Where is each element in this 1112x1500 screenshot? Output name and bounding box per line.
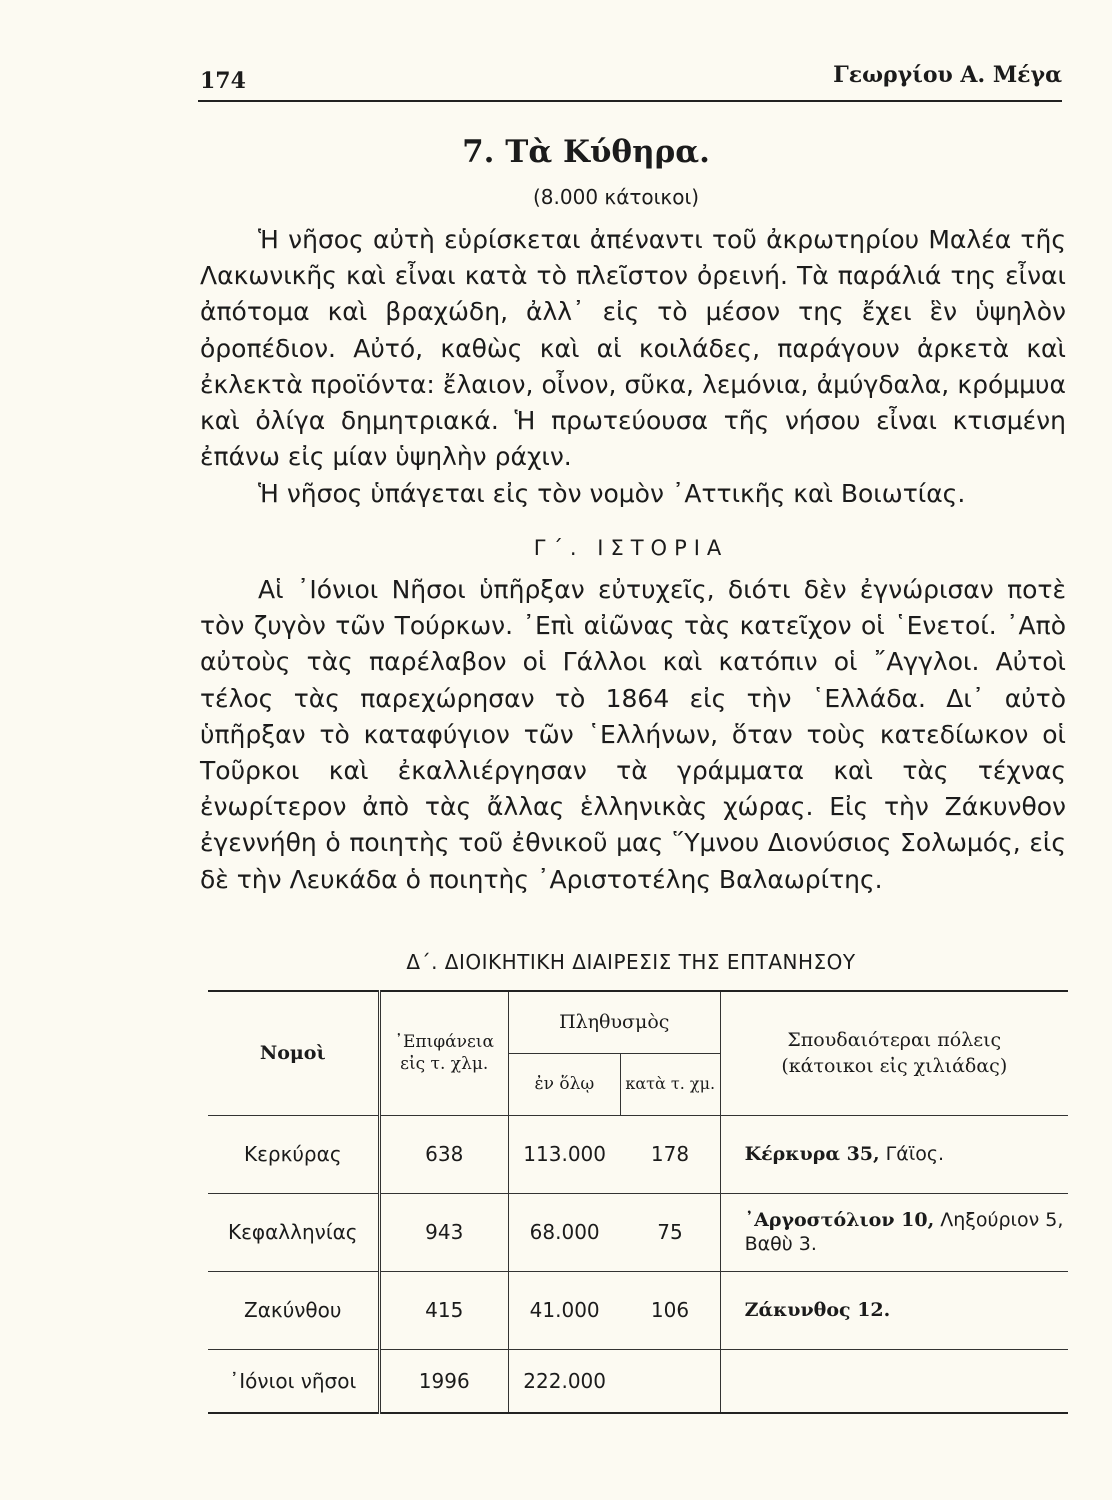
area-cell: 943 [379, 1193, 508, 1271]
table-row-total [208, 1349, 1068, 1413]
main-city: Ζάκυνθος 12. [744, 1299, 891, 1321]
density-cell: 106 [620, 1271, 720, 1349]
pop-total-cell: 222.000 [508, 1349, 620, 1413]
nomos-cell: ᾽Ιόνιοι νῆσοι [208, 1349, 379, 1413]
nomos-cell: Κερκύρας [208, 1115, 379, 1193]
header-population: Πληθυσμὸς [508, 991, 720, 1053]
main-city: Κέρκυρα 35, [744, 1143, 880, 1165]
density-cell: 178 [620, 1115, 720, 1193]
density-cell [620, 1349, 720, 1413]
header-pop-density: κατὰ τ. χμ. [620, 1053, 720, 1115]
other-cities: Ληξούριον 5, Βαθὺ 3. [744, 1209, 1064, 1255]
table-row [208, 1115, 1068, 1193]
cities-cell [720, 1349, 1068, 1413]
section-title: 7. Τὰ Κύθηρα. [462, 134, 710, 170]
header-area: ᾽Επιφάνεια εἰς τ. χλμ. [379, 991, 508, 1115]
running-head: Γεωργίου Α. Μέγα [833, 62, 1062, 88]
kythira-admin-paragraph: Ἡ νῆσος ὑπάγεται εἰς τὸν νομὸν ᾽Αττικῆς καὶ Βοιωτίας. [258, 479, 966, 508]
cities-cell [720, 1193, 1068, 1271]
pop-total-cell: 113.000 [508, 1115, 620, 1193]
header-pop-total: ἐν ὅλῳ [508, 1053, 620, 1115]
header-cities: Σπουδαιότεραι πόλεις (κάτοικοι εἰς χιλιάδας) [720, 991, 1068, 1115]
header-rule [198, 100, 1062, 102]
area-cell: 1996 [379, 1349, 508, 1413]
population-note: (8.000 κάτοικοι) [532, 185, 700, 209]
cities-cell [720, 1271, 1068, 1349]
main-city: ᾽Αργοστόλιον 10, [744, 1209, 935, 1231]
nomos-cell: Ζακύνθου [208, 1271, 379, 1349]
area-cell: 638 [379, 1115, 508, 1193]
cities-cell [720, 1115, 1068, 1193]
density-cell: 75 [620, 1193, 720, 1271]
table-row [208, 1193, 1068, 1271]
history-heading: Γ΄. ΙΣΤΟΡΙΑ [533, 536, 729, 560]
other-cities: Γάϊος. [879, 1143, 945, 1165]
nomos-cell: Κεφαλληνίας [208, 1193, 379, 1271]
kythira-paragraph: Ἡ νῆσος αὐτὴ εὑρίσκεται ἀπέναντι τοῦ ἀκρωτηρίου Μαλέα τῆς Λακωνικῆς καὶ εἶναι κατὰ τὸ πλεῖστον ὀρεινή. Τὰ παράλιά της εἶναι ἀπότομα καὶ βραχώδη, ἀλλ᾽ εἰς τὸ μέσον της ἔχει ἓν ὑψηλὸν ὀροπέδιον. Αὐτό, καθὼς καὶ αἱ κοιλάδες, παράγουν ἀρκετὰ καὶ ἐκλεκτὰ προϊόντα: ἔλαιον, οἶνον, σῦκα, λεμόνια, ἀμύγδαλα, κρόμμυα καὶ ὀλίγα δημητριακά. Ἡ πρωτεύουσα τῆς νήσου εἶναι κτισμένη ἐπάνω εἰς μίαν ὑψηλὴν ράχιν. [200, 225, 1066, 472]
pop-total-cell: 41.000 [508, 1271, 620, 1349]
admin-division-table [208, 990, 1068, 1414]
table-row [208, 1271, 1068, 1349]
history-paragraph: Αἱ ᾽Ιόνιοι Νῆσοι ὑπῆρξαν εὐτυχεῖς, διότι δὲν ἐγνώρισαν ποτὲ τὸν ζυγὸν τῶν Τούρκων. ᾽Επὶ αἰῶνας τὰς κατεῖχον οἱ ῾Ενετοί. ᾽Απὸ αὐτοὺς τὰς παρέλαβον οἱ Γάλλοι καὶ κατόπιν οἱ ῎Αγγλοι. Αὐτοὶ τέλος τὰς παρεχώρησαν τὸ 1864 εἰς τὴν ῾Ελλάδα. Δι᾽ αὐτὸ ὑπῆρξαν τὸ καταφύγιον τῶν ῾Ελλήνων, ὅταν τοὺς κατεδίωκον οἱ Τοῦρκοι καὶ ἐκαλλιέργησαν τὰ γράμματα καὶ τὰς τέχνας ἐνωρίτερον ἀπὸ τὰς ἄλλας ἑλληνικὰς χώρας. Εἰς τὴν Ζάκυνθον ἐγεννήθη ὁ ποιητὴς τοῦ ἐθνικοῦ μας ῞Υμνου Διονύσιος Σολωμός, εἰς δὲ τὴν Λευκάδα ὁ ποιητὴς ᾽Αριστοτέλης Βαλαωρίτης. [200, 575, 1066, 894]
header-nomoi: Νομοὶ [208, 991, 379, 1115]
page-number: 174 [200, 68, 246, 94]
area-cell: 415 [379, 1271, 508, 1349]
table-title: Δ΄. ΔΙΟΙΚΗΤΙΚΗ ΔΙΑΙΡΕΣΙΣ ΤΗΣ ΕΠΤΑΝΗΣΟΥ [406, 950, 856, 974]
pop-total-cell: 68.000 [508, 1193, 620, 1271]
